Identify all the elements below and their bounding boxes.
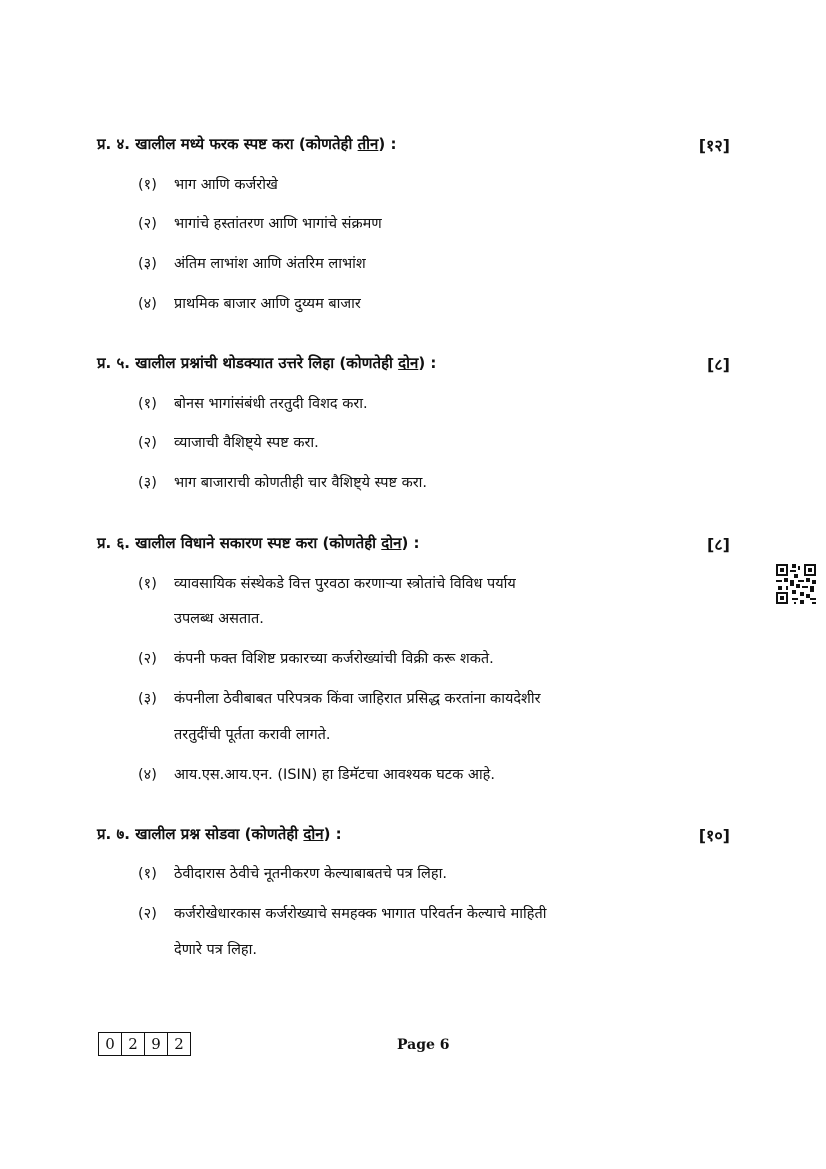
list-item xyxy=(138,648,494,668)
question-choice-count: दोन xyxy=(303,825,324,843)
list-item xyxy=(138,472,427,492)
question-7-heading xyxy=(97,824,342,844)
item-number: (४) xyxy=(138,296,157,312)
code-digit: 0 xyxy=(99,1033,122,1055)
list-item xyxy=(138,764,495,784)
item-number: (१) xyxy=(138,576,157,592)
marks: [१०] xyxy=(698,826,730,845)
subject-code-box xyxy=(98,1032,191,1056)
item-continuation: तरतुदींची पूर्तता करावी लागते. xyxy=(174,727,331,743)
list-item xyxy=(138,688,541,708)
item-text: व्याजाची वैशिष्ट्ये स्पष्ट करा. xyxy=(174,435,319,451)
list-item xyxy=(138,393,368,413)
item-text: भागांचे हस्तांतरण आणि भागांचे संक्रमण xyxy=(174,216,382,232)
question-number: प्र. ७. xyxy=(97,825,130,843)
item-text: अंतिम लाभांश आणि अंतरिम लाभांश xyxy=(174,256,366,272)
item-number: (२) xyxy=(138,906,157,922)
item-text: कंपनी फक्त विशिष्ट प्रकारच्या कर्जरोख्यांची विक्री करू शकते. xyxy=(174,651,494,667)
qr-code-icon xyxy=(776,564,816,604)
list-item xyxy=(138,903,547,923)
item-number: (३) xyxy=(138,256,157,272)
item-text: बोनस भागांसंबंधी तरतुदी विशद करा. xyxy=(174,396,368,412)
question-text: खालील मध्ये फरक स्पष्ट करा (कोणतेही xyxy=(135,135,358,153)
item-text: कंपनीला ठेवीबाबत परिपत्रक किंवा जाहिरात प्रसिद्ध करतांना कायदेशीर xyxy=(174,691,541,707)
list-item xyxy=(138,573,516,593)
item-text: कर्जरोखेधारकास कर्जरोख्याचे समहक्क भागात परिवर्तन केल्याचे माहिती xyxy=(174,906,547,922)
list-item xyxy=(138,293,361,313)
question-choice-count: तीन xyxy=(357,135,379,153)
question-text: खालील प्रश्न सोडवा (कोणतेही xyxy=(135,825,304,843)
item-number: (१) xyxy=(138,396,157,412)
item-number: (३) xyxy=(138,691,157,707)
item-text: भाग आणि कर्जरोखे xyxy=(174,177,278,193)
question-number: प्र. ६. xyxy=(97,534,130,552)
question-text: खालील प्रश्नांची थोडक्यात उत्तरे लिहा (कोणतेही xyxy=(135,354,399,372)
question-text-end: ) : xyxy=(418,354,437,372)
list-item xyxy=(138,432,319,452)
question-text: खालील विधाने सकारण स्पष्ट करा (कोणतेही xyxy=(135,534,382,552)
list-item xyxy=(138,253,366,273)
question-4-heading xyxy=(97,134,396,154)
item-text: भाग बाजाराची कोणतीही चार वैशिष्ट्ये स्पष्ट करा. xyxy=(174,475,428,491)
question-choice-count: दोन xyxy=(398,354,419,372)
item-number: (३) xyxy=(138,475,157,491)
list-item xyxy=(138,863,447,883)
item-text: आय.एस.आय.एन. (ISIN) हा डिमॅटचा आवश्यक घटक आहे. xyxy=(174,767,495,783)
item-number: (४) xyxy=(138,767,157,783)
marks: [८] xyxy=(707,355,730,374)
question-text-end: ) : xyxy=(401,534,420,552)
item-number: (२) xyxy=(138,216,157,232)
list-item xyxy=(138,174,278,194)
question-6-heading xyxy=(97,533,420,553)
item-number: (१) xyxy=(138,177,157,193)
item-number: (१) xyxy=(138,866,157,882)
item-text: ठेवीदारास ठेवीचे नूतनीकरण केल्याबाबतचे पत्र लिहा. xyxy=(174,866,447,882)
question-choice-count: दोन xyxy=(381,534,402,552)
question-number: प्र. ५. xyxy=(97,354,130,372)
code-digit: 2 xyxy=(174,1035,184,1053)
list-item xyxy=(138,213,382,233)
code-digit: 9 xyxy=(145,1033,168,1055)
question-5-heading xyxy=(97,353,436,373)
item-text: व्यावसायिक संस्थेकडे वित्त पुरवठा करणाऱ्या स्त्रोतांचे विविध पर्याय xyxy=(174,576,516,592)
item-continuation: उपलब्ध असतात. xyxy=(174,611,264,627)
item-number: (२) xyxy=(138,435,157,451)
question-number: प्र. ४. xyxy=(97,135,130,153)
item-text: प्राथमिक बाजार आणि दुय्यम बाजार xyxy=(174,296,361,312)
question-text-end: ) : xyxy=(378,135,397,153)
marks: [१२] xyxy=(698,136,730,155)
code-digit: 2 xyxy=(122,1033,145,1055)
item-continuation: देणारे पत्र लिहा. xyxy=(174,942,257,958)
question-text-end: ) : xyxy=(323,825,342,843)
item-number: (२) xyxy=(138,651,157,667)
marks: [८] xyxy=(707,535,730,554)
page-number: Page 6 xyxy=(397,1037,450,1053)
